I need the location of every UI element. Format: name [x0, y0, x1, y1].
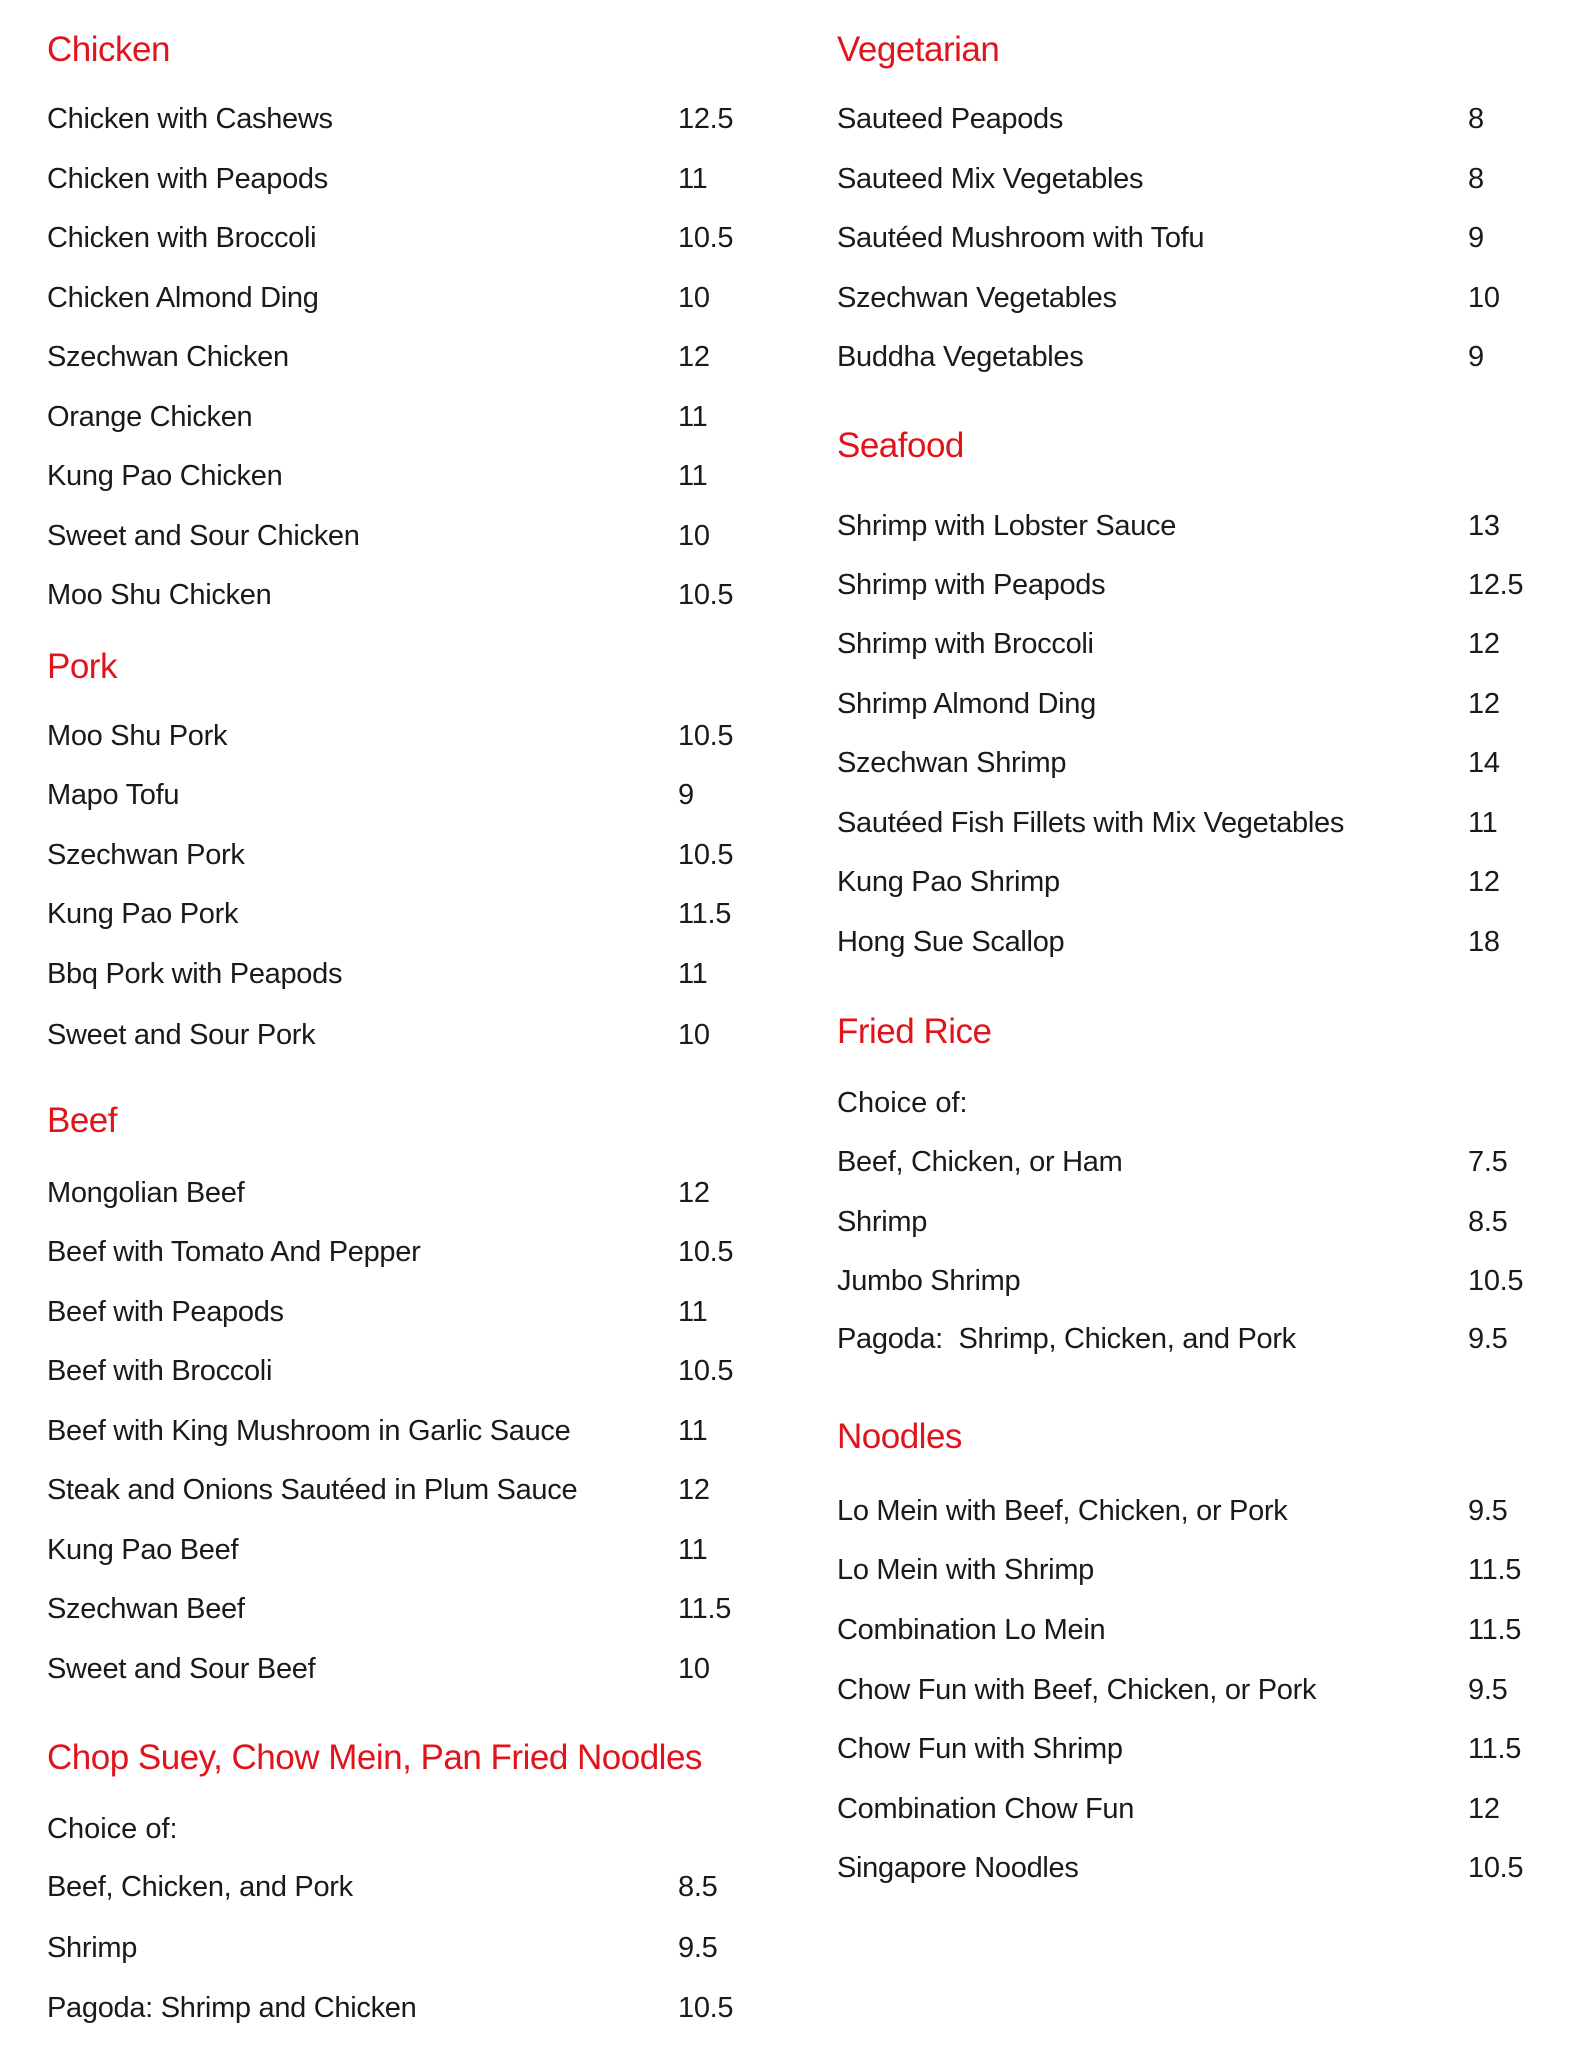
section-heading: Chicken	[47, 29, 170, 69]
item-name: Sautéed Fish Fillets with Mix Vegetables	[837, 806, 1345, 839]
item-name: Chicken with Peapods	[47, 163, 328, 196]
item-name: Bbq Pork with Peapods	[47, 958, 343, 991]
item-price: 10.5	[678, 1354, 734, 1387]
item-name: Jumbo Shrimp	[837, 1264, 1021, 1297]
item-name: Sauteed Mix Vegetables	[837, 163, 1144, 196]
menu-item	[47, 159, 708, 199]
item-name: Sautéed Mushroom with Tofu	[837, 222, 1205, 255]
menu-item	[47, 1173, 710, 1213]
item-price: 10.5	[678, 1235, 734, 1268]
item-price: 11	[678, 1533, 708, 1566]
item-name: Chicken with Broccoli	[47, 222, 317, 255]
menu-item	[837, 218, 1484, 258]
item-price: 10.5	[678, 839, 734, 872]
section-heading: Pork	[47, 647, 117, 687]
item-price: 9.5	[678, 1931, 718, 1964]
menu-item	[837, 565, 1524, 605]
item-price: 9	[1468, 341, 1484, 374]
item-name: Szechwan Shrimp	[837, 746, 1067, 779]
item-name: Beef with Broccoli	[47, 1354, 273, 1387]
item-price: 10	[678, 1018, 710, 1051]
item-name: Kung Pao Shrimp	[837, 865, 1060, 898]
item-price: 11	[678, 460, 708, 493]
item-price: 12	[1468, 687, 1500, 720]
item-price: 10.5	[678, 720, 734, 753]
section-heading: Noodles	[837, 1417, 962, 1457]
item-price: 12	[678, 1473, 710, 1506]
item-name: Combination Lo Mein	[837, 1613, 1106, 1646]
section-heading: Fried Rice	[837, 1012, 992, 1051]
menu-item	[837, 1491, 1508, 1531]
item-name: Kung Pao Pork	[47, 898, 239, 931]
item-price: 12	[1468, 865, 1500, 898]
item-price: 12	[678, 1176, 710, 1209]
item-price: 10.5	[678, 1991, 734, 2024]
section-note: Choice of:	[47, 1812, 178, 1845]
menu-item	[47, 99, 734, 139]
menu-item	[837, 506, 1500, 546]
menu-item	[47, 775, 694, 815]
item-name: Kung Pao Beef	[47, 1533, 239, 1566]
item-price: 9.5	[1468, 1673, 1508, 1706]
menu-item	[47, 1411, 708, 1451]
menu-item	[837, 922, 1500, 962]
item-name: Moo Shu Chicken	[47, 579, 272, 612]
menu-item	[47, 337, 710, 377]
menu-item	[47, 1351, 734, 1391]
item-name: Pagoda: Shrimp and Chicken	[47, 1991, 417, 2024]
section-heading: Beef	[47, 1100, 117, 1140]
section-heading: Seafood	[837, 426, 964, 466]
item-name: Shrimp Almond Ding	[837, 687, 1096, 720]
menu-item	[47, 1470, 710, 1510]
menu-item	[837, 1848, 1524, 1888]
item-name: Szechwan Beef	[47, 1592, 245, 1625]
item-name: Sauteed Peapods	[837, 103, 1064, 136]
item-name: Buddha Vegetables	[837, 341, 1084, 374]
item-name: Shrimp	[837, 1205, 928, 1238]
item-price: 8	[1468, 163, 1484, 196]
menu-item	[47, 1292, 708, 1332]
item-name: Lo Mein with Beef, Chicken, or Pork	[837, 1494, 1288, 1527]
menu-item	[47, 1988, 734, 2028]
menu-item	[837, 624, 1500, 664]
item-price: 12	[1468, 1792, 1500, 1825]
item-price: 9	[678, 779, 694, 812]
menu-item	[837, 1319, 1508, 1359]
item-name: Beef with King Mushroom in Garlic Sauce	[47, 1414, 571, 1447]
item-name: Mongolian Beef	[47, 1176, 245, 1209]
section-heading: Vegetarian	[837, 29, 1000, 69]
item-name: Sweet and Sour Pork	[47, 1018, 316, 1051]
item-price: 12.5	[678, 103, 734, 136]
item-price: 18	[1468, 925, 1500, 958]
menu-item	[837, 99, 1484, 139]
menu-item	[47, 835, 734, 875]
item-price: 10	[1468, 282, 1500, 315]
item-price: 9.5	[1468, 1494, 1508, 1527]
menu-item	[47, 954, 708, 994]
menu-item	[47, 1530, 708, 1570]
item-name: Lo Mein with Shrimp	[837, 1553, 1095, 1586]
item-name: Chow Fun with Beef, Chicken, or Pork	[837, 1673, 1317, 1706]
item-price: 10.5	[678, 222, 734, 255]
menu-item	[837, 743, 1500, 783]
item-name: Shrimp with Peapods	[837, 568, 1106, 601]
menu-item	[47, 1649, 710, 1689]
item-price: 10.5	[1468, 1851, 1524, 1884]
item-name: Szechwan Chicken	[47, 341, 289, 374]
item-price: 11	[678, 958, 708, 991]
item-name: Moo Shu Pork	[47, 720, 228, 753]
item-price: 10	[678, 282, 710, 315]
item-price: 8.5	[678, 1871, 718, 1904]
item-name: Szechwan Pork	[47, 839, 245, 872]
section-note: Choice of:	[837, 1086, 968, 1119]
item-name: Combination Chow Fun	[837, 1792, 1135, 1825]
item-price: 11.5	[1468, 1732, 1522, 1765]
menu-item	[837, 1550, 1522, 1590]
menu-item	[837, 1610, 1522, 1650]
item-name: Chicken Almond Ding	[47, 282, 319, 315]
menu-item	[47, 894, 732, 934]
item-name: Orange Chicken	[47, 401, 253, 434]
item-price: 11.5	[1468, 1553, 1522, 1586]
item-price: 8.5	[1468, 1205, 1508, 1238]
menu-item	[837, 1789, 1500, 1829]
menu-item	[837, 337, 1484, 377]
item-name: Beef, Chicken, or Ham	[837, 1145, 1123, 1178]
item-name: Shrimp with Broccoli	[837, 627, 1094, 660]
item-price: 9.5	[1468, 1323, 1508, 1356]
item-price: 11	[678, 163, 708, 196]
item-price: 11.5	[678, 898, 732, 931]
menu-item	[837, 159, 1484, 199]
item-price: 9	[1468, 222, 1484, 255]
menu-item	[837, 1261, 1524, 1301]
menu-item	[47, 1589, 732, 1629]
menu-item	[47, 575, 734, 615]
item-name: Sweet and Sour Beef	[47, 1653, 316, 1685]
item-name: Steak and Onions Sautéed in Plum Sauce	[47, 1473, 578, 1506]
item-name: Chow Fun with Shrimp	[837, 1732, 1123, 1765]
item-name: Chicken with Cashews	[47, 103, 333, 136]
item-price: 11	[678, 1295, 708, 1328]
item-name: Shrimp with Lobster Sauce	[837, 509, 1177, 542]
item-price: 13	[1468, 509, 1500, 542]
item-price: 11	[1468, 806, 1498, 839]
menu-item	[47, 716, 734, 756]
menu-item	[837, 278, 1500, 318]
item-name: Beef, Chicken, and Pork	[47, 1871, 353, 1904]
item-name: Beef with Tomato And Pepper	[47, 1235, 421, 1268]
menu-item	[47, 218, 734, 258]
item-price: 14	[1468, 746, 1500, 779]
item-name: Beef with Peapods	[47, 1295, 284, 1328]
item-price: 8	[1468, 103, 1484, 136]
item-name: Singapore Noodles	[837, 1851, 1079, 1884]
item-price: 12	[1468, 627, 1500, 660]
item-price: 7.5	[1468, 1145, 1508, 1178]
item-name: Shrimp	[47, 1931, 138, 1964]
menu-item	[837, 1670, 1508, 1710]
menu-item	[47, 456, 708, 496]
menu-item	[47, 1232, 734, 1272]
menu-item	[47, 397, 708, 437]
item-name: Szechwan Vegetables	[837, 282, 1117, 315]
item-name: Sweet and Sour Chicken	[47, 520, 360, 553]
menu-item	[837, 684, 1500, 724]
item-name: Pagoda: Shrimp, Chicken, and Pork	[837, 1323, 1296, 1356]
section-heading: Chop Suey, Chow Mein, Pan Fried Noodles	[47, 1737, 702, 1777]
item-price: 12.5	[1468, 568, 1524, 601]
item-price: 10	[678, 1653, 710, 1685]
menu-item	[837, 862, 1500, 902]
item-price: 11.5	[678, 1592, 732, 1625]
menu-item	[837, 1729, 1522, 1769]
item-price: 11.5	[1468, 1613, 1522, 1646]
item-name: Kung Pao Chicken	[47, 460, 283, 493]
item-name: Mapo Tofu	[47, 779, 180, 812]
menu-item	[47, 278, 710, 318]
menu-item	[47, 516, 710, 556]
menu-item	[47, 1928, 718, 1968]
item-price: 10.5	[678, 579, 734, 612]
item-price: 11	[678, 1414, 708, 1447]
menu-item	[47, 1867, 718, 1907]
item-price: 10	[678, 520, 710, 553]
menu-item	[47, 1015, 710, 1055]
item-price: 11	[678, 401, 708, 434]
menu-item	[837, 803, 1498, 843]
item-price: 12	[678, 341, 710, 374]
item-name: Hong Sue Scallop	[837, 925, 1065, 958]
item-price: 10.5	[1468, 1264, 1524, 1297]
menu-item	[837, 1142, 1508, 1182]
menu-item	[837, 1202, 1508, 1242]
